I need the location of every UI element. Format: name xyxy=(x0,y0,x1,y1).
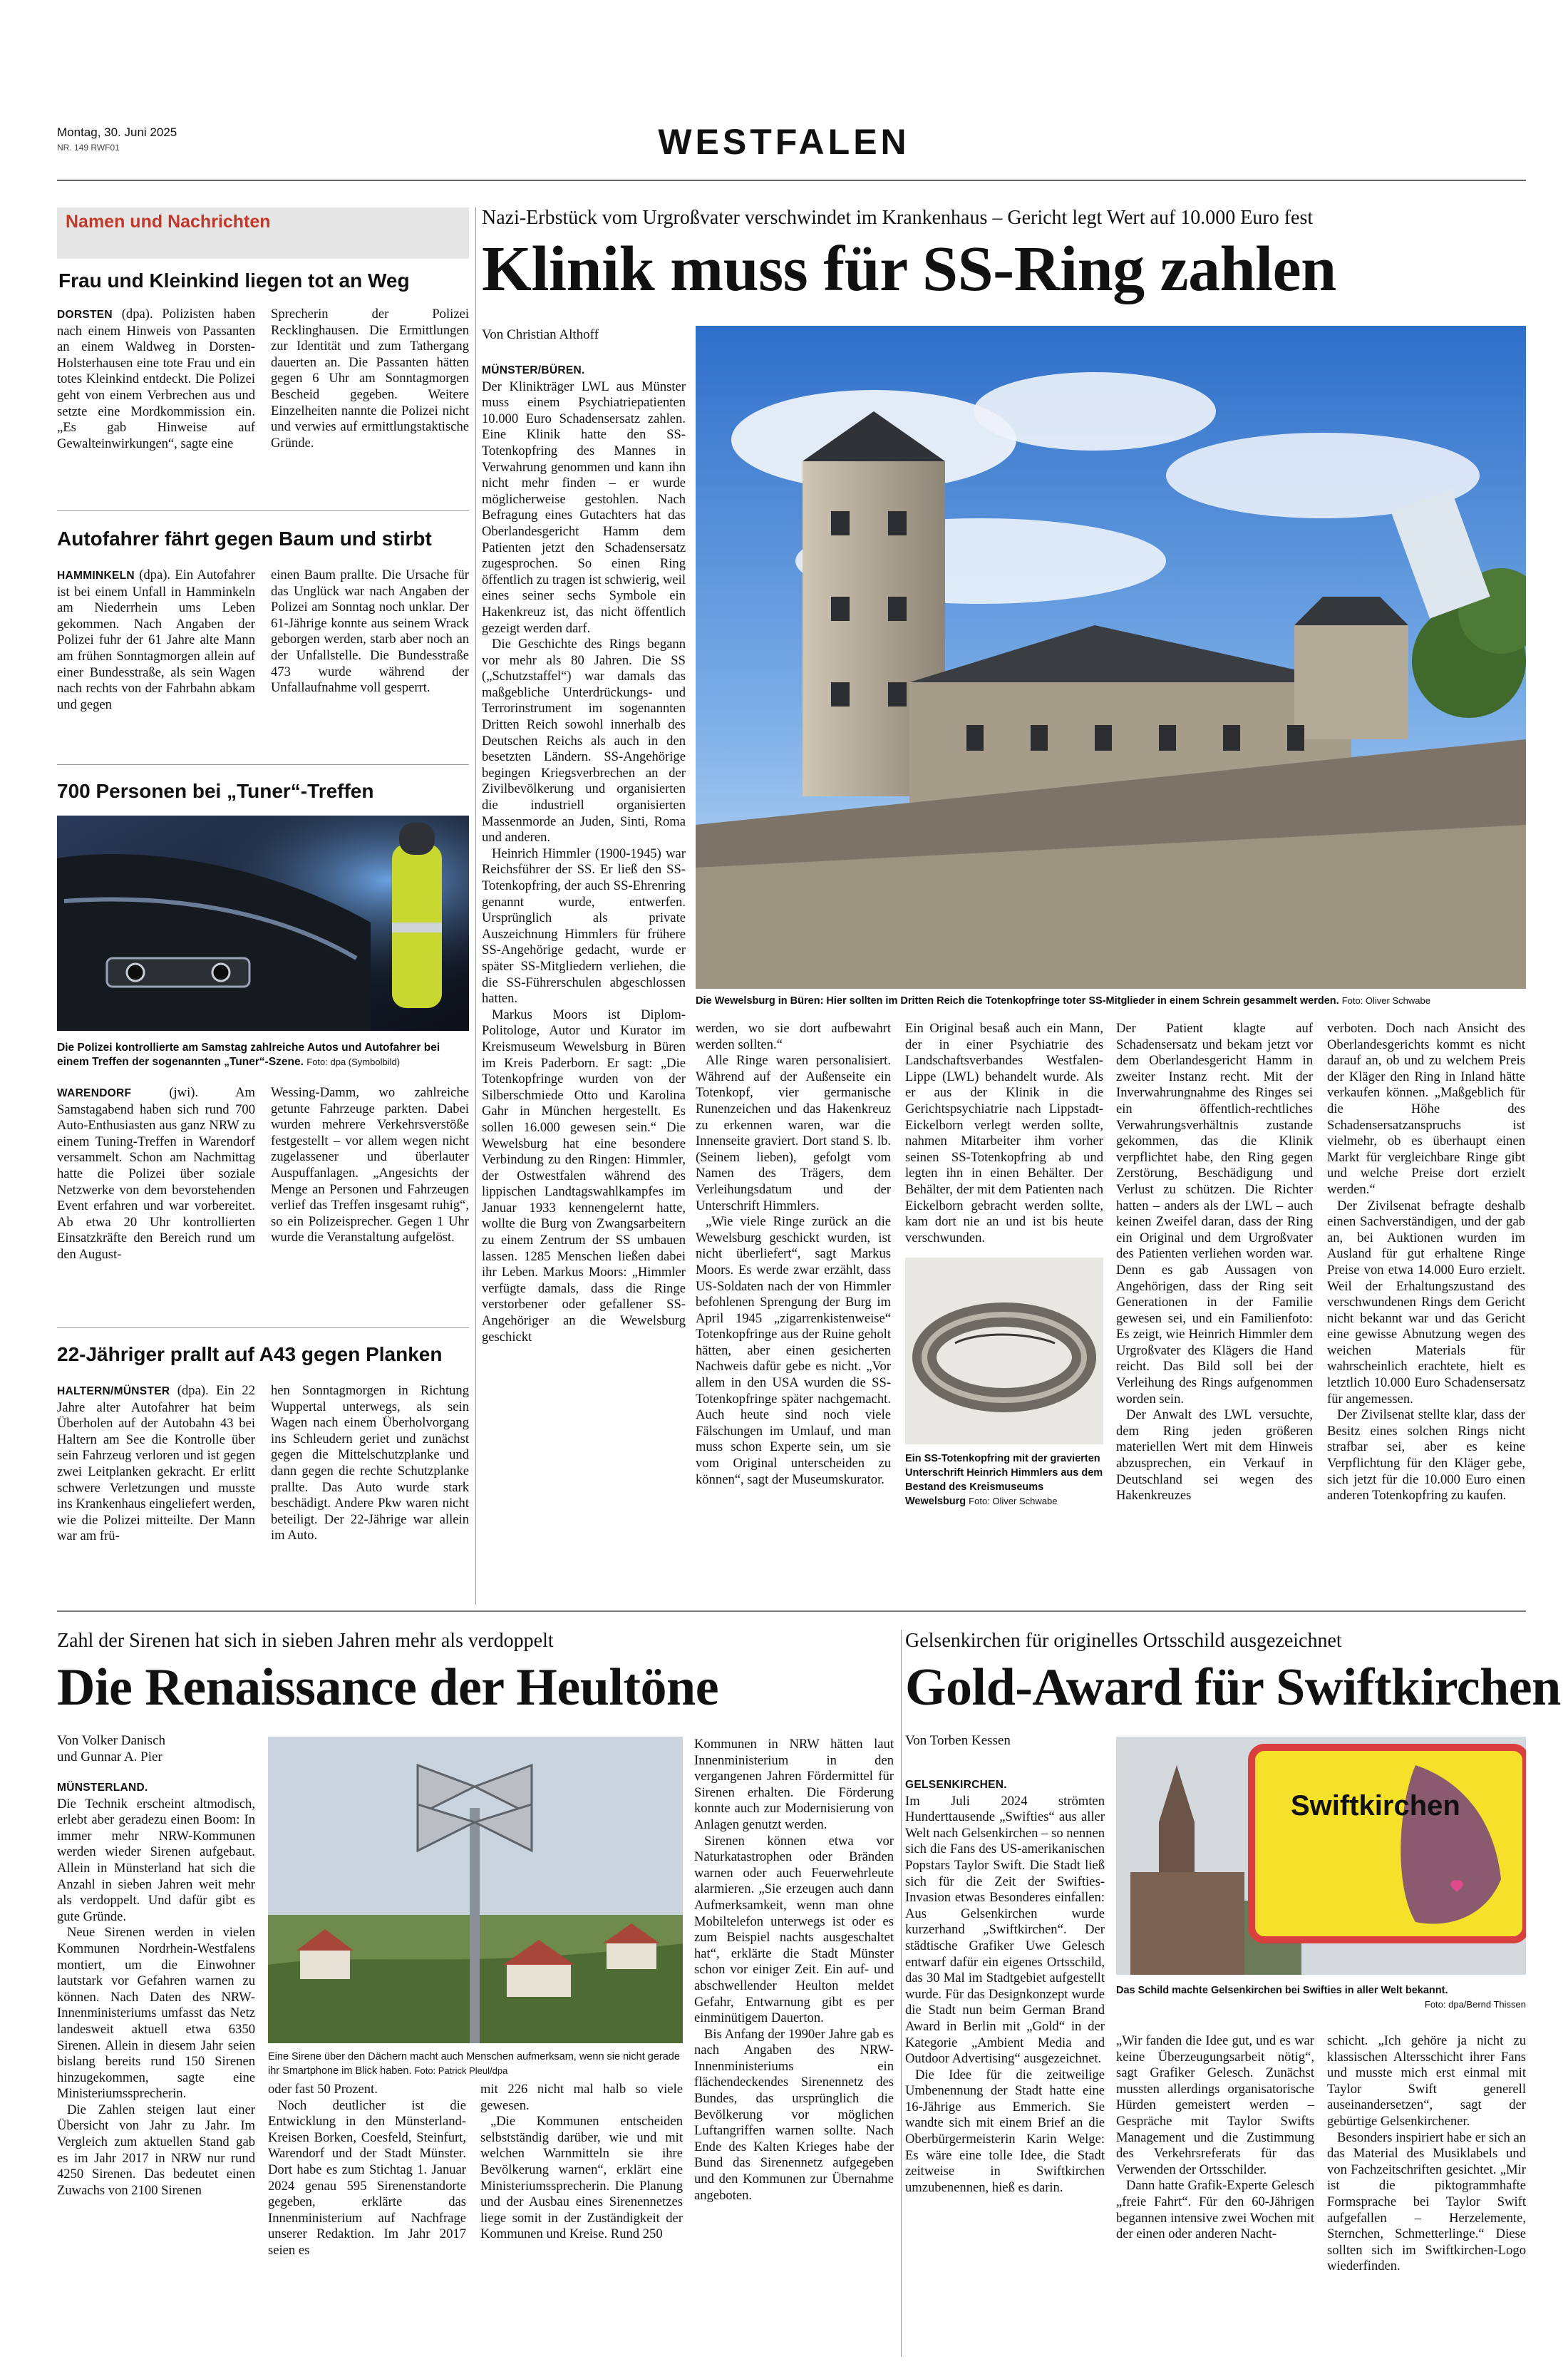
divider xyxy=(57,1327,469,1328)
sidebar-title-bar xyxy=(57,207,469,259)
brief-4-headline: 22-Jähriger prallt auf A43 gegen Planken xyxy=(57,1343,443,1365)
sirens-col2: oder fast 50 Prozent. Noch deutlicher ist die Entwicklung in den Münsterland-Kreisen Borken, Coesfeld, Steinfurt, Warendorf und der Stadt Münster. Dort habe es zum Stichtag 1. Januar 2024 genau 595 Sirenenstandorte gegeben, erklärte das Innenministerium auf Nachfrage unserer Redaktion. Im Jahr 2017 seien es xyxy=(268,2082,466,2258)
sign-text: Swiftkirchen xyxy=(1291,1790,1460,1821)
ring-caption: Ein SS-Totenkopfring mit der gravierten Unterschrift Heinrich Himmlers aus dem Bestand des Kreismuseums Wewelsburg Foto: Oliver Schwabe xyxy=(905,1453,1103,1508)
divider xyxy=(57,510,469,511)
sirens-kicker: Zahl der Sirenen hat sich in sieben Jahren mehr als verdoppelt xyxy=(57,1630,554,1652)
swift-col2: „Wir fanden die Idee gut, und es war keine Überzeugungsarbeit nötig“, sagt Grafiker Gelesch. Zunächst mussten allerdings organisatorische Hürden gemeistert werden – Gespräche mit Taylor Swifts Management und die Zustimmung des Verkehrsreferats für das Verwenden der Ortsschilder. Dann hatte Grafik-Experte Gelesch „freie Fahrt“. Für den 60-Jährigen begannen intensive zwei Wochen mit der einen oder anderen Nacht- xyxy=(1116,2033,1314,2242)
section-rule xyxy=(57,1610,1526,1612)
main-col2: werden, wo sie dort aufbewahrt werden sollten.“ Alle Ringe waren personalisiert. Während auf der Außenseite ein Totenkopf, vier germanische Runenzeichen und das Hakenkreuz zu erkennen waren, war die Innenseite graviert. Dort stand S. lb. (Seinem lieben), gefolgt vom Namen des Trägers, dem Verleihungsdatum und der Unterschrift Himmlers. „Wie viele Ringe zurück an die Wewelsburg geschickt wurden, ist nicht überliefert“, sagt Markus Moors. Es werde zwar erzählt, dass US-Soldaten nach der von Himmler befohlenen Sprengung der Burg im April 1945 „zigarrenkistenweise“ Totenkopfringe aus der Ruine geholt hätten, aber einen gesicherten Nachweis dafür gebe es nicht. „Vor allem in den USA wurden die SS-Totenkopfringe später nachgemacht. Auch heute sind noch viele Fälschungen im Umlauf, und man muss schon Experte sein, um sie vom Original unterscheiden zu können“, sagt der Museumskurator. xyxy=(696,1021,891,1487)
siren-caption: Eine Sirene über den Dächern macht auch Menschen aufmerksam, wenn sie nicht gerade ihr Smartphone im Blick haben. Foto: Patrick Pleul/dpa xyxy=(268,2051,680,2077)
brief-1-col1: DORSTEN (dpa). Polizisten haben nach einem Hinweis von Passanten an einem Waldweg in Dorsten-Holsterhausen eine tote Frau und ein totes Kleinkind entdeckt. Die Polizei geht von einem Verbrechen aus und setzte eine Mordkommission ein. „Es gab Hinweise auf Gewalteinwirkungen“, sagte eine xyxy=(57,307,255,451)
sirens-col1: MÜNSTERLAND. Die Technik erscheint altmodisch, erlebt aber geradezu einen Boom: In immer mehr NRW-Kommunen werden wieder Sirenen aufgebaut. Allein in Münsterland hat sich die Anzahl in sieben Jahren weit mehr als verdoppelt. Und dafür gibt es gute Gründe. Neue Sirenen werden in vielen Kommunen Nordrhein-Westfalens montiert, um die Einwohner lautstark vor Gefahren warnen zu können. Nach Daten des NRW-Innenministeriums umfasst das Netz landesweit aktuell etwa 6350 Sirenen. Allein in diesem Jahr seien bislang bereits rund 150 Sirenen hinzugekommen, sagte eine Ministeriumssprecherin. Die Zahlen steigen laut einer Übersicht von Jahr zu Jahr. Im Vergleich zum aktuellen Stand gab es im Jahr 2017 in NRW nur rund 4250 Sirenen. Das bedeutet einen Zuwachs von 2100 Sirenen xyxy=(57,1782,255,2198)
swift-author: Von Torben Kessen xyxy=(905,1733,1011,1748)
swift-headline: Gold-Award für Swiftkirchen xyxy=(905,1658,1561,1717)
brief-4 xyxy=(57,1343,469,1545)
siren-photo xyxy=(268,1737,683,2043)
tuner-photo xyxy=(57,816,469,1031)
brief-2 xyxy=(57,528,469,713)
brief-1-headline: Frau und Kleinkind liegen tot an Weg xyxy=(58,269,410,292)
brief-3 xyxy=(57,780,469,1263)
swift-col1: GELSENKIRCHEN. Im Juli 2024 strömten Hunderttausende „Swifties“ aus aller Welt nach Gelsenkirchen – so nennen sich die Fans des US-amerikanischen Popstars Taylor Swift. Die Stadt ließ sich für die Zeit der Swifties-Invasion etwas Besonderes einfallen: Aus Gelsenkirchen wurde kurzerhand „Swiftkirchen“. Der städtische Grafiker Uwe Gelesch entwarf dafür ein eigenes Ortsschild, das 30 Mal im Stadtgebiet aufgestellt wurde. Für das Designkonzept wurde die Stadt nun beim German Brand Award in Berlin mit „Gold“ in der Kategorie „Ambient Media and Outdoor Advertising“ ausgezeichnet. Die Idee für die zeitweilige Umbenennung der Stadt hatte eine 16-Jährige aus Emmerich. Sie wandte sich mit einem Brief an die Oberbürgermeisterin Karin Welge: Es wäre eine tolle Idee, die Stadt zeitweise in Swiftkirchen umzubenennen, hieß es darin. xyxy=(905,1779,1105,2195)
brief-1 xyxy=(57,269,469,452)
main-author: Von Christian Althoff xyxy=(482,327,599,342)
swift-kicker: Gelsenkirchen für originelles Ortsschild ausgezeichnet xyxy=(905,1630,1342,1652)
swift-photo xyxy=(1116,1737,1526,1975)
brief-2-headline: Autofahrer fährt gegen Baum und stirbt xyxy=(57,528,432,550)
header-rule xyxy=(57,180,1526,181)
section-title: WESTFALEN xyxy=(658,122,910,162)
column-rule xyxy=(901,1630,902,2357)
main-col3: Ein Original besaß auch ein Mann, der in einer Psychiatrie des Landschaftsverbandes Westfalen-Lippe (LWL) behandelt wurde. Als er aus der Klinik in die Gerichtspsychiatrie nach Lippstadt-Eickelborn verlegt werden sollte, nahmen Mitarbeiter ihm vorher seinen SS-Totenkopfring ab und legten ihn in einen Behälter. Der Behälter, der mit dem Patienten nach Eickelborn gebracht werden sollte, kam dort nie an und ist bis heute verschwunden. Ein SS-Totenkopfring mit der gravierten Unterschrift Heinrich Himmlers aus dem Bestand des Kreismuseums Wewelsburg Foto: Oliver Schwabe xyxy=(905,1021,1103,1508)
sidebar-title: Namen und Nachrichten xyxy=(66,212,271,232)
column-rule xyxy=(475,207,476,1605)
sirens-headline: Die Renaissance der Heultöne xyxy=(57,1658,719,1717)
brief-2-col1: HAMMINKELN (dpa). Ein Autofahrer ist bei einem Unfall in Hamminkeln am Niederrhein ums Leben gekommen. Nach Angaben der Polizei fuhr der 61 Jahre alte Mann am frühen Sonntagmorgen allein auf einer Bundesstraße, als sein Wagen nach rechts von der Fahrbahn abkam und gegen xyxy=(57,567,255,712)
main-col5: verboten. Doch nach Ansicht des Oberlandesgerichts kommt es nicht darauf an, ob und zu welchem Preis der Kläger den Ring in Inland hätte verkaufen können. „Maßgeblich für die Höhe des Schadensersatzanspruchs ist vielmehr, ob es überhaupt einen Markt für vergleichbare Ringe gibt und welche Preise dort erzielt werden.“ Der Zivilsenat befragte deshalb einen Sachverständigen, und der gab an, bei Auktionen wurden im Ausland für gut erhaltene Ringe Preise von etwa 14.000 Euro erzielt. Weil der Erhaltungszustand des verschwundenen Rings dem Gericht nicht bekannt war und das Gericht eine gewisse Abnutzung wegen des weichen Materials für wahrscheinlich erachtete, hielt es letztlich 10.000 Euro Schadensersatz für angemessen. Der Zivilsenat stellte klar, dass der Besitz eines solchen Rings nicht strafbar sei, aber es keine Verpflichtung für den Kläger gebe, sich jetzt für die 10.000 Euro einen anderen Totenkopfring zu kaufen. xyxy=(1327,1021,1525,1504)
brief-4-col1: HALTERN/MÜNSTER (dpa). Ein 22 Jahre alter Autofahrer hat beim Überholen auf der Autobahn 43 bei Haltern am See die Kontrolle über sein Fahrzeug verloren und ist gegen zwei Leitplanken gekracht. Er erlitt schwere Verletzungen und musste ins Krankenhaus eingeliefert werden, wie die Polizei mitteilte. Der Mann war am frü- xyxy=(57,1383,255,1544)
main-headline: Klinik muss für SS-Ring zahlen xyxy=(482,234,1336,304)
swift-col3: schicht. „Ich gehöre ja nicht zu klassischen Altersschicht ihrer Fans und musste mich erst einmal mit Taylor Swift generell auseinandersetzen“, sagt der gebürtige Gelsenkirchener. Besonders inspiriert habe er sich an das Material des Musiklabels und von Fachzeitschriften gesichtet. „Mir ist die piktogrammhafte Formsprache bei Taylor Swift aufgefallen – Herzelemente, Sternchen, Schmetterlinge.“ Diese sollten sich im Swiftkirchen-Logo wiederfinden. xyxy=(1327,2033,1526,2274)
brief-3-col1: WARENDORF (jwi). Am Samstagabend haben sich rund 700 Auto-Enthusiasten aus ganz NRW zu einem Tuning-Treffen in Warendorf versammelt. Schon am Nachmittag hatte die Polizei über soziale Netzwerke von dem bevorstehenden Event erfahren und war vorbereitet. Ab etwa 20 Uhr kontrollierten Einsatzkräfte den Bereich rund um den August- xyxy=(57,1085,255,1262)
sirens-col3: mit 226 nicht mal halb so viele gewesen. „Die Kommunen entscheiden selbstständig darüber, wie und mit welchen Warnmitteln sie ihre Bevölkerung warnen“, erklärt eine Ministeriumssprecherin. Die Planung und der Ausbau eines Sirenennetzes liege somit in der Zuständigkeit der Kommunen und Kreise. Rund 250 xyxy=(480,2082,683,2242)
divider xyxy=(57,764,469,765)
main-kicker: Nazi-Erbstück vom Urgroßvater verschwindet im Krankenhaus – Gericht legt Wert auf 10.000 Euro fest xyxy=(482,207,1314,229)
tuner-caption: Die Polizei kontrollierte am Samstag zahlreiche Autos und Autofahrer bei einem Treffen der sogenannten „Tuner“-Szene. Foto: dpa (Symbolbild) xyxy=(57,1042,440,1068)
sirens-author-2: und Gunnar A. Pier xyxy=(57,1749,163,1764)
brief-2-col2: einen Baum prallte. Die Ursache für das Unglück war nach Angaben der Polizei am Sonntag noch unklar. Der 61-Jährige konnte aus seinem Wrack geborgen werden, starb aber noch an der Unfallstelle. Die Bundesstraße 473 wurde während der Unfallaufnahme voll gesperrt. xyxy=(271,567,469,696)
wewelsburg-photo xyxy=(696,326,1526,989)
brief-4-col2: hen Sonntagmorgen in Richtung Wuppertal unterwegs, als sein Wagen nach einem Überholvorgang ins Schleudern geriet und zunächst gegen die Mittelschutzplanke und dann gegen die rechte Schutzplanke prallte. Das Auto wurde stark beschädigt. Andere Pkw waren nicht beteiligt. Der 22-Jährige war allein im Auto. xyxy=(271,1383,469,1543)
brief-1-col2: Sprecherin der Polizei Recklinghausen. Die Ermittlungen zur Identität und zum Tathergang dauerten an. Die Passanten hätten gegen 6 Uhr am Sonntagmorgen Bescheid gegeben. Weitere Einzelheiten nannte die Polizei nicht und verwies auf ermittlungstaktische Gründe. xyxy=(271,307,469,451)
ring-photo xyxy=(905,1258,1103,1444)
sirens-author-1: Von Volker Danisch xyxy=(57,1733,165,1748)
main-col4: Der Patient klagte auf Schadensersatz und bekam jetzt vor dem Oberlandesgericht Hamm in zweiter Instanz recht. Mit der Inverwahrungnahme des Ringes sei ein öffentlich-rechtliches Verwahrungsverhältnis zustande gekommen, das die Klinik verpflichtet habe, den Ring gegen Zerstörung, Beschädigung und Verlust zu schützen. Die Richter hatten – anders als der LWL – auch keinen Zweifel daran, dass der Ring ein Original und dem Urgroßvater des Patienten verliehen worden war. Denn es gab Aussagen von Angehörigen, dass der Ring seit Generationen in der Familie gewesen sei, und ein Familienfoto: Es zeigt, wie Heinrich Himmler dem Urgroßvater des Klägers die Hand reicht. Das Bild soll bei der Verleihung des Rings aufgenommen worden sein. Der Anwalt des LWL versuchte, dem Ring jeden größeren materiellen Wert mit dem Hinweis abzusprechen, ein Verkauf in Deutschland sei wegen des Hakenkreuzes xyxy=(1116,1021,1313,1504)
sirens-col4: Kommunen in NRW hätten laut Innenministerium in den vergangenen Jahren Fördermittel für Sirenen erhalten. Die Förderung konnte auch zur Modernisierung von Anlagen genutzt werden. Sirenen können etwa vor Naturkatastrophen oder Bränden warnen oder auch Feuerwehrleute alarmieren. „Sie erzeugen auch dann Aufmerksamkeit, wenn man ohne Mobiltelefon unterwegs ist oder es zum Beispiel nachts ausgeschaltet hat“, erklärte die Stadt Münster schon vor einiger Zeit. Ein auf- und abschwellender Heulton meldet Gefahr, Entwarnung gibt es per einminütigem Dauerton. Bis Anfang der 1990er Jahre gab es nach Angaben des NRW-Innenministeriums ein flächendeckendes Sirenennetz des Bundes, das ursprünglich die Bevölkerung vor möglichen Luftangriffen warnen sollte. Nach Ende des Kalten Krieges habe der Bund das Sirenennetz aufgegeben und den Kommunen zur Übernahme angeboten. xyxy=(694,1737,894,2203)
brief-3-headline: 700 Personen bei „Tuner“-Treffen xyxy=(57,780,374,802)
wewelsburg-caption: Die Wewelsburg in Büren: Hier sollten im Dritten Reich die Totenkopfringe toter SS-Mitglieder in einem Schrein gesammelt werden. Foto: Oliver Schwabe xyxy=(696,995,1430,1007)
swift-caption: Das Schild machte Gelsenkirchen bei Swifties in aller Welt bekannt. Foto: dpa/Bernd Thissen xyxy=(1116,1985,1526,2010)
main-col1: MÜNSTER/BÜREN. Der Klinikträger LWL aus Münster muss einem Psychiatriepatienten 10.000 Euro Schadensersatz zahlen. Eine Klinik hatte den SS-Totenkopfring des Mannes in Verwahrung genommen und kann ihn nicht mehr finden – er wurde möglicherweise gestohlen. Nach Befragung eines Gutachters hat das Oberlandesgericht Hamm dem Patienten jetzt den Schadensersatz zugesprochen. So einen Ring öffentlich zu tragen ist schwierig, weil eines seiner sechs Symbole ein Hakenkreuz ist, das nicht öffentlich gezeigt werden darf. Die Geschichte des Rings begann vor mehr als 80 Jahren. Die SS („Schutzstaffel“) war damals das maßgebliche Unterdrückungs- und Terrorinstrument im sogenannten Dritten Reich sowohl innerhalb des Deutschen Reichs als auch in den besetzten Ländern. SS-Angehörige begingen Kriegsverbrechen an der Zivilbevölkerung und organisierten die industriell organisierten Massenmorde an Juden, Sinti, Roma und anderen. Heinrich Himmler (1900-1945) war Reichsführer der SS. Er ließ den SS-Totenkopfring, der auch SS-Ehrenring genannt wurde, entwerfen. Ursprünglich als private Auszeichnung Himmlers für frühere SS-Angehörige gedacht, wurde er später SS-Mitgliedern verliehen, die die SS-Führerschulen abgeschlossen hatten. Markus Moors ist Diplom-Politologe, Autor und Kurator im Kreismuseum Wewelsburg in Büren im Kreis Paderborn. Er sagt: „Die Totenkopfringe wurden von der Silberschmiede Otto und Karolina Gahr in München hergestellt. Es sollen 16.000 gewesen sein.“ Die Wewelsburg hat eine besondere Verbindung zu den Ringen: Himmler, der Ostwestfalen während des lippischen Landtagswahlkampfes im Januar 1933 kennengelernt hatte, wollte die Burg von Zwangsarbeitern zu einem Zentrum der SS umbauen lassen. 1285 Menschen ließen dabei ihr Leben. Markus Moors: „Himmler verfügte damals, dass die Ringe verstorbener oder gefallener SS-Angehöriger an die Wewelsburg geschickt xyxy=(482,364,686,1345)
issue-number: NR. 149 RWF01 xyxy=(57,143,120,153)
brief-3-col2: Wessing-Damm, wo zahlreiche getunte Fahrzeuge parkten. Dabei wurden mehrere Verkehrsverstöße festgestellt – vor allem wegen nicht zugelassener und überlauter Auspuffanlagen. „Angesichts der Menge an Personen und Fahrzeugen verlief das Treffen insgesamt ruhig“, so ein Polizeisprecher. Gegen 1 Uhr wurde die Veranstaltung aufgelöst. xyxy=(271,1085,469,1245)
issue-date: Montag, 30. Juni 2025 xyxy=(57,125,177,139)
